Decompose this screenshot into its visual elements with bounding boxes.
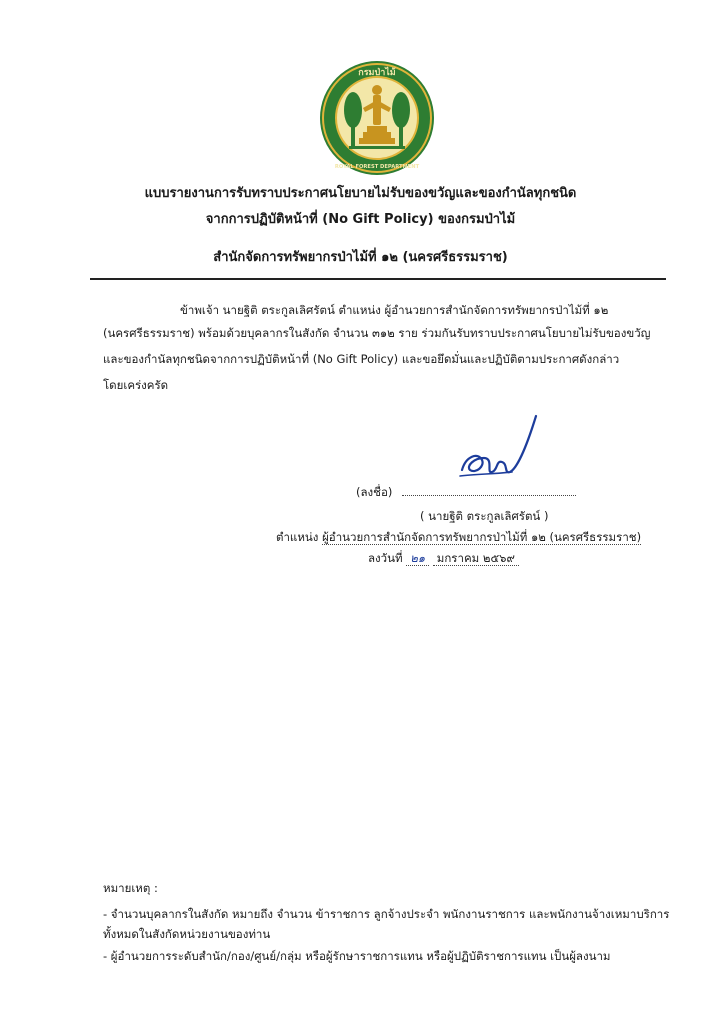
body-line-3: และของกำนัลทุกชนิดจากการปฏิบัติหน้าที่ (No Gift Policy) และขอยึดมั่นและปฏิบัติตามประกาศดังกล่าว [103,352,620,366]
handwritten-signature [456,412,542,488]
office-name: สำนักจัดการทรัพยากรป่าไม้ที่ ๑๒ (นครศรีธรรมราช) [213,250,508,265]
body-line-2: (นครศรีธรรมราช) พร้อมด้วยบุคลากรในสังกัด จำนวน ๓๑๒ ราย ร่วมกันรับทราบประกาศนโยบายไม่รับของขวัญ [103,326,651,340]
signature-dotted-line [402,485,576,496]
note-item-2: - ผู้อำนวยการระดับสำนัก/กอง/ศูนย์/กลุ่ม หรือผู้รักษาราชการแทน หรือผู้ปฏิบัติราชการแทน เป็นผู้ลงนาม [103,949,611,963]
body-line-1: ข้าพเจ้า นายฐิติ ตระกูลเลิศรัตน์ ตำแหน่ง ผู้อำนวยการสำนักจัดการทรัพยากรป่าไม้ที่ ๑๒ [180,303,609,317]
note-item-1-line-1: - จำนวนบุคลากรในสังกัด หมายถึง จำนวน ข้าราชการ ลูกจ้างประจำ พนักงานราชการ และพนักงานจ้างเหมาบริการ [103,907,670,921]
date-label: ลงวันที่ [368,551,403,565]
signature-line [356,484,576,502]
signer-name: ( นายฐิติ ตระกูลเลิศรัตน์ ) [420,509,549,523]
document-title-line1: แบบรายงานการรับทราบประกาศนโยบายไม่รับของขวัญและของกำนัลทุกชนิด [144,186,577,201]
signing-date-line [368,550,519,568]
document-title-line2: จากการปฏิบัติหน้าที่ (No Gift Policy) ของกรมป่าไม้ [205,212,516,227]
position-label: ตำแหน่ง [276,530,319,544]
header-divider [90,278,666,280]
body-line-4: โดยเคร่งครัด [103,378,169,392]
note-item-1-line-2: ทั้งหมดในสังกัดหน่วยงานของท่าน [103,927,271,941]
sign-label: (ลงชื่อ) [356,485,393,499]
notes-heading: หมายเหตุ : [103,881,158,895]
royal-forest-department-seal [319,60,435,176]
seal-top-text: กรมป่าไม้ [358,68,396,78]
signing-month-year: มกราคม ๒๕๖๙ [433,551,519,566]
seal-bottom-text: ROYAL FOREST DEPARTMENT [334,164,420,170]
signing-day: ๒๑ [406,551,429,566]
signer-position: ผู้อำนวยการสำนักจัดการทรัพยากรป่าไม้ที่ ๑๒ (นครศรีธรรมราช) [322,530,642,544]
signer-position-line [276,529,641,547]
